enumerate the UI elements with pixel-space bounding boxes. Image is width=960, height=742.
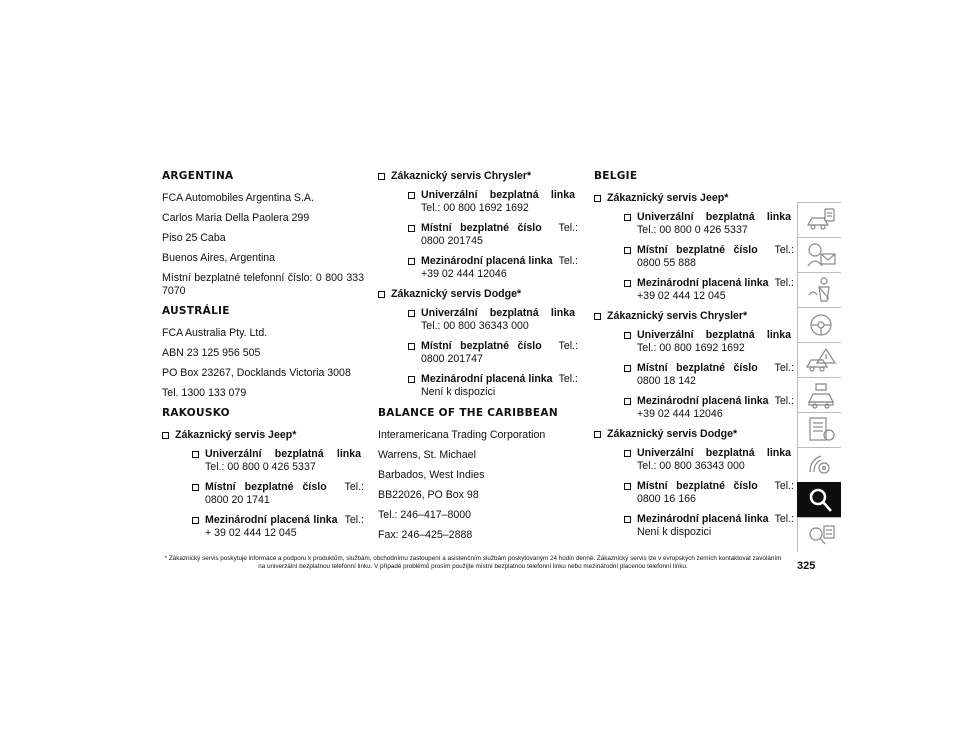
steering-wheel-icon xyxy=(804,310,838,340)
tab-car-info[interactable] xyxy=(797,202,841,237)
phone-line xyxy=(391,189,578,215)
phone-line xyxy=(607,362,794,388)
phone-line xyxy=(391,255,578,281)
heading-rakousko: RAKOUSKO xyxy=(162,407,230,419)
chapter-sidebar xyxy=(797,202,841,552)
checkbox-bullet-icon xyxy=(408,225,415,232)
service-chrysler xyxy=(378,170,578,281)
checkbox-bullet-icon xyxy=(624,450,631,457)
checkbox-bullet-icon xyxy=(624,332,631,339)
phone-value: Tel.: +39 02 444 12 045 xyxy=(637,277,794,302)
phone-label: Mezinárodní placená linka xyxy=(637,513,769,525)
phone-label: Mezinárodní placená linka xyxy=(205,514,338,526)
checkbox-bullet-icon xyxy=(162,432,169,439)
phone-line xyxy=(607,480,794,506)
phone-value: Tel.: 0800 55 888 xyxy=(637,244,794,269)
search-icon xyxy=(804,485,838,515)
phone-value: Tel.: 00 800 1692 1692 xyxy=(421,202,529,214)
phone-label: Univerzální bezplatná linka xyxy=(421,307,576,319)
phone-label: Mezinárodní placená linka xyxy=(637,277,769,289)
tab-warning-car[interactable] xyxy=(797,342,841,377)
checkbox-bullet-icon xyxy=(408,192,415,199)
text-line: Buenos Aires, Argentina xyxy=(162,252,276,264)
footnote: * Zákaznický servis poskytuje informace a podporu k produktům, službám, obchodnímu zastoupení a asistenčním službám poskytovaným 24 hodin denně. Zákaznický servis lze v evropských zemích kontaktovat zavoláním na univerzální bezplatnou telefonní linku. V případě problémů prosím použijte místní bezplatnou telefonní linku nebo mezinárodní placenou telefonní linku. xyxy=(164,555,782,570)
text-line: FCA Australia Pty. Ltd. xyxy=(162,327,268,339)
text-line: FCA Automobiles Argentina S.A. xyxy=(162,192,314,204)
checkbox-bullet-icon xyxy=(624,365,631,372)
checkbox-bullet-icon xyxy=(624,214,631,221)
checkbox-bullet-icon xyxy=(378,173,385,180)
phone-label: Místní bezplatné číslo xyxy=(637,362,758,374)
checkbox-bullet-icon xyxy=(408,376,415,383)
phone-value: Tel.: 00 800 0 426 5337 xyxy=(205,461,316,473)
phone-label: Místní bezplatné číslo xyxy=(421,340,542,352)
car-info-icon xyxy=(804,205,838,235)
phone-line xyxy=(607,329,794,355)
checkbox-bullet-icon xyxy=(594,431,601,438)
service-dodge xyxy=(594,428,794,539)
checkbox-bullet-icon xyxy=(408,258,415,265)
phone-value: Tel.: + 39 02 444 12 045 xyxy=(205,514,364,539)
service-list xyxy=(378,170,578,399)
heading-australie: AUSTRÁLIE xyxy=(162,305,230,317)
checkbox-bullet-icon xyxy=(624,398,631,405)
phone-label: Místní bezplatné číslo xyxy=(637,244,758,256)
phone-value: Tel.: Není k dispozici xyxy=(421,373,578,398)
page-number: 325 xyxy=(797,560,816,572)
phone-label: Mezinárodní placená linka xyxy=(421,255,553,267)
text-line: Carlos Maria Della Paolera 299 xyxy=(162,212,310,224)
column-1 xyxy=(162,170,364,547)
tab-mail[interactable] xyxy=(797,237,841,272)
phone-label: Místní bezplatné číslo xyxy=(421,222,542,234)
checkbox-bullet-icon xyxy=(192,517,199,524)
service-jeep xyxy=(162,429,364,540)
phone-line xyxy=(175,448,364,474)
phone-value: Tel.: 0800 201747 xyxy=(421,340,578,365)
phone-line xyxy=(607,244,794,270)
mail-icon xyxy=(804,240,838,270)
service-title: Zákaznický servis Jeep* xyxy=(175,429,297,441)
phone-line xyxy=(391,307,578,333)
service-title: Zákaznický servis Chrysler* xyxy=(391,170,532,182)
service-car-icon xyxy=(804,380,838,410)
phone-line xyxy=(175,481,364,507)
service-jeep xyxy=(594,192,794,303)
text-line: Fax: 246–425–2888 xyxy=(378,529,473,541)
text-line: Místní bezplatné telefonní číslo: 0 800 333 7070 xyxy=(162,272,364,297)
text-line: Tel.: 246–417–8000 xyxy=(378,509,472,521)
seatbelt-icon xyxy=(804,275,838,305)
heading-belgie: BELGIE xyxy=(594,170,638,182)
checkbox-bullet-icon xyxy=(192,484,199,491)
heading-argentina: ARGENTINA xyxy=(162,170,234,182)
service-list xyxy=(594,192,794,539)
service-title: Zákaznický servis Dodge* xyxy=(391,288,522,300)
phone-line xyxy=(607,277,794,303)
phone-line xyxy=(607,395,794,421)
phone-label: Mezinárodní placená linka xyxy=(637,395,769,407)
phone-value: Tel.: 00 800 36343 000 xyxy=(421,320,529,332)
service-title: Zákaznický servis Chrysler* xyxy=(607,310,748,322)
service-title: Zákaznický servis Jeep* xyxy=(607,192,729,204)
specifications-icon xyxy=(804,415,838,445)
checkbox-bullet-icon xyxy=(594,313,601,320)
phone-value: Tel.: 00 800 0 426 5337 xyxy=(637,224,748,236)
text-line: Barbados, West Indies xyxy=(378,469,485,481)
checkbox-bullet-icon xyxy=(624,280,631,287)
text-line: Interamericana Trading Corporation xyxy=(378,429,546,441)
phone-value: Tel.: +39 02 444 12046 xyxy=(421,255,578,280)
text-line: PO Box 23267, Docklands Victoria 3008 xyxy=(162,367,351,379)
text-line: Warrens, St. Michael xyxy=(378,449,476,461)
column-2 xyxy=(378,170,578,549)
phone-value: Tel.: 00 800 36343 000 xyxy=(637,460,745,472)
tab-search[interactable] xyxy=(797,482,841,517)
multimedia-icon xyxy=(804,450,838,480)
tab-seatbelt[interactable] xyxy=(797,272,841,307)
column-3 xyxy=(594,170,794,546)
phone-label: Univerzální bezplatná linka xyxy=(637,447,792,459)
phone-line xyxy=(391,373,578,399)
text-line: Tel. 1300 133 079 xyxy=(162,387,247,399)
phone-line xyxy=(607,447,794,473)
tab-service-car[interactable] xyxy=(797,377,841,412)
phone-value: Tel.: 0800 20 1741 xyxy=(205,481,364,506)
tab-multimedia[interactable] xyxy=(797,447,841,482)
service-dodge xyxy=(378,288,578,399)
phone-line xyxy=(175,514,364,540)
phone-value: Tel.: +39 02 444 12046 xyxy=(637,395,794,420)
checkbox-bullet-icon xyxy=(378,291,385,298)
service-chrysler xyxy=(594,310,794,421)
service-title: Zákaznický servis Dodge* xyxy=(607,428,738,440)
phone-line xyxy=(391,222,578,248)
phone-label: Mezinárodní placená linka xyxy=(421,373,553,385)
checkbox-bullet-icon xyxy=(624,483,631,490)
phone-label: Univerzální bezplatná linka xyxy=(205,448,362,460)
phone-line xyxy=(607,211,794,237)
checkbox-bullet-icon xyxy=(624,516,631,523)
text-line: BB22026, PO Box 98 xyxy=(378,489,479,501)
phone-label: Univerzální bezplatná linka xyxy=(637,211,792,223)
text-line: Piso 25 Caba xyxy=(162,232,226,244)
tab-specifications[interactable] xyxy=(797,412,841,447)
checkbox-bullet-icon xyxy=(594,195,601,202)
phone-value: Tel.: 0800 201745 xyxy=(421,222,578,247)
phone-label: Místní bezplatné číslo xyxy=(637,480,758,492)
phone-line xyxy=(391,340,578,366)
tab-index[interactable] xyxy=(797,517,841,552)
phone-label: Univerzální bezplatná linka xyxy=(421,189,576,201)
phone-value: Tel.: 0800 18 142 xyxy=(637,362,794,387)
tab-steering-wheel[interactable] xyxy=(797,307,841,342)
checkbox-bullet-icon xyxy=(192,451,199,458)
phone-label: Univerzální bezplatná linka xyxy=(637,329,792,341)
checkbox-bullet-icon xyxy=(408,343,415,350)
phone-value: Tel.: 0800 16 166 xyxy=(637,480,794,505)
phone-value: Tel.: Není k dispozici xyxy=(637,513,794,538)
phone-label: Místní bezplatné číslo xyxy=(205,481,327,493)
checkbox-bullet-icon xyxy=(408,310,415,317)
index-icon xyxy=(804,520,838,550)
checkbox-bullet-icon xyxy=(624,247,631,254)
phone-line xyxy=(607,513,794,539)
warning-car-icon xyxy=(804,345,838,375)
service-list xyxy=(162,429,364,540)
phone-value: Tel.: 00 800 1692 1692 xyxy=(637,342,745,354)
heading-caribbean: BALANCE OF THE CARIBBEAN xyxy=(378,407,558,419)
text-line: ABN 23 125 956 505 xyxy=(162,347,261,359)
